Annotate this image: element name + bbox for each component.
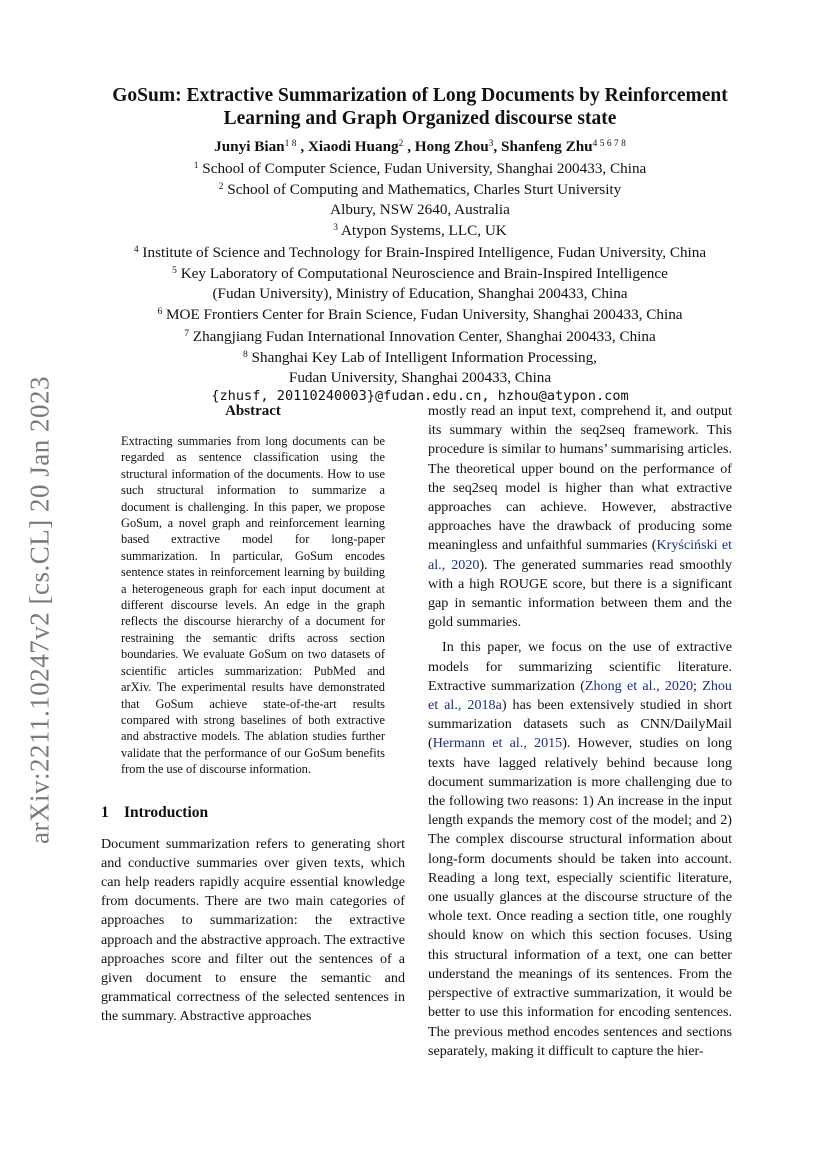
arxiv-identifier-text: arXiv:2211.10247v2 [cs.CL] 20 Jan 2023: [24, 376, 55, 844]
text-run: ) has been extensively studied in short summarization datasets such as CNN/DailyMail (: [428, 697, 732, 752]
affiliation: [80, 325, 760, 347]
affiliation-text: Zhangjiang Fudan International Innovation Center, Shanghai 200433, China: [192, 327, 656, 345]
affiliation-sup: 4: [133, 244, 139, 255]
affiliation-text: (Fudan University), Ministry of Education, Shanghai 200433, China: [212, 284, 628, 302]
section-heading-introduction: [101, 804, 405, 822]
affiliation-text: Atypon Systems, LLC, UK: [340, 222, 507, 239]
author-sup: 1 8: [284, 139, 297, 149]
text-run: ;: [693, 677, 703, 694]
affiliation-sup: 2: [218, 182, 224, 192]
author-sup: 4 5 6 7 8: [592, 139, 626, 149]
author-list: [80, 135, 760, 157]
affiliation: [80, 346, 760, 368]
affiliation: [80, 303, 760, 325]
text-run: In this paper, we focus on the use of extractive models for summarizing scientific literature. Extractive summarization (: [428, 639, 732, 694]
author-name: Hong Zhou: [414, 138, 489, 155]
author-block: [80, 135, 760, 407]
author-name: Shanfeng Zhu: [501, 138, 593, 155]
citation-link[interactable]: Zhou et al., 2018a: [428, 677, 732, 714]
affiliation-text: School of Computer Science, Fudan University, Shanghai 200433, China: [202, 159, 647, 177]
right-column: [428, 402, 732, 1061]
text-run: ). However, studies on long texts have lagged relatively behind because long document summarization is more challenging due to the following two reasons: 1) An increase in the input length expands the memory cost of the model; and 2) The complex discourse structural information about long-form documents should be taken into account. Reading a long text, especially scientific literature, one usually glances at the discourse structure of the whole text. Once reading a section title, one roughly should know on which this section focuses. Using this structural information of a text, one can better understand the meanings of its sentences. From the perspective of extractive summarization, it would be better to use this information for encoding sentences. The previous method encodes sentences and sections separately, making it difficult to capture the hier-: [428, 735, 732, 1059]
paper-title: [80, 84, 760, 130]
affiliation-sup: 1: [193, 160, 199, 171]
author-sup: 2: [398, 139, 404, 149]
citation-link[interactable]: Kryściński et al., 2020: [428, 537, 733, 573]
citation-link[interactable]: Hermann et al., 2015: [432, 735, 563, 752]
author-separator: ,: [296, 138, 308, 155]
affiliation-text: Key Laboratory of Computational Neuroscience and Brain-Inspired Intelligence: [180, 265, 668, 282]
affiliation-text: MOE Frontiers Center for Brain Science, Fudan University, Shanghai 200433, China: [165, 306, 683, 323]
left-column: [101, 402, 405, 1027]
text-run: mostly read an input text, comprehend it, and output its summary within the seq2seq framework. This procedure is similar to humans’ summarising articles. The theoretical upper bound on the performance of the seq2seq model is higher than what extractive approaches can achieve. However, abstractive approaches have the drawback of producing some meaningless and unfaithful summaries (: [428, 403, 732, 554]
arxiv-identifier: [16, 370, 64, 850]
author-sup: 3: [488, 139, 494, 149]
affiliation: [80, 368, 760, 388]
author-name: Xiaodi Huang: [307, 138, 399, 155]
text-run: ). The generated summaries read smoothly with a high ROUGE score, but there is a significant gap in semantic information between them and the gold summaries.: [428, 556, 732, 631]
author-emails: {zhusf, 20110240003}@fudan.edu.cn, hzhou@atypon.com: [211, 388, 629, 404]
affiliation: [80, 157, 760, 179]
author-separator: ,: [403, 138, 415, 155]
affiliation-sup: 3: [333, 223, 338, 233]
affiliation-sup: 5: [172, 266, 177, 276]
section-number: 1: [101, 803, 109, 821]
section-title: Introduction: [124, 803, 209, 821]
affiliation: [80, 178, 760, 200]
intro-paragraph-1: Document summarization refers to generating short and conductive summaries over given texts, which can help readers rapidly acquire essential knowledge from documents. There are two main categories of approaches to summarization: the extractive approach and the abstractive approach. The extractive approaches score and filter out the sentences of a given document to ensure the semantic and grammatical correctness of the selected sentences in the summary. Abstractive approaches: [101, 835, 405, 1025]
affiliation-text: Albury, NSW 2640, Australia: [330, 200, 510, 218]
affiliation-text: School of Computing and Mathematics, Charles Sturt University: [227, 181, 622, 198]
right-paragraph-1: [428, 402, 732, 632]
affiliation-text: Fudan University, Shanghai 200433, China: [288, 368, 552, 386]
abstract-text: Extracting summaries from long documents can be regarded as sentence classification using the structural information of the documents. How to use such structural information to summarize a document is challenging. In this paper, we propose GoSum, a novel graph and reinforcement learning based extractive model for long-paper summarization. In particular, GoSum encodes sentence states in reinforcement learning by building a heterogeneous graph for each input document at different discourse levels. An edge in the graph reflects the discourse hierarchy of a document for restraining the semantic drifts across section boundaries. We evaluate GoSum on two datasets of scientific articles summarization: PubMed and arXiv. The experimental results have demonstrated that GoSum achieve state-of-the-art results compared with strong baselines of both extractive and abstractive models. The ablation studies further validate that the performance of our GoSum benefits from the use of discourse information.: [121, 434, 385, 777]
author-name: Junyi Bian: [214, 138, 285, 155]
affiliation: [80, 262, 760, 284]
abstract-heading: Abstract: [225, 403, 281, 419]
affiliation-sup: 7: [184, 328, 189, 339]
affiliation: [80, 241, 760, 263]
right-paragraph-2: [428, 638, 732, 1060]
affiliation: [80, 284, 760, 304]
affiliation-text: Shanghai Key Lab of Intelligent Information Processing,: [251, 349, 597, 366]
affiliation: [80, 200, 760, 220]
affiliation-text: Institute of Science and Technology for Brain-Inspired Intelligence, Fudan University, China: [142, 243, 707, 261]
affiliation-sup: 6: [157, 307, 163, 317]
title-line-2: Learning and Graph Organized discourse state: [223, 108, 617, 129]
affiliation: [80, 219, 760, 241]
affiliation-sup: 8: [243, 350, 248, 360]
title-line-1: GoSum: Extractive Summarization of Long Documents by Reinforcement: [112, 85, 728, 106]
citation-link[interactable]: Zhong et al., 2020: [584, 677, 694, 694]
author-separator: ,: [493, 138, 501, 155]
